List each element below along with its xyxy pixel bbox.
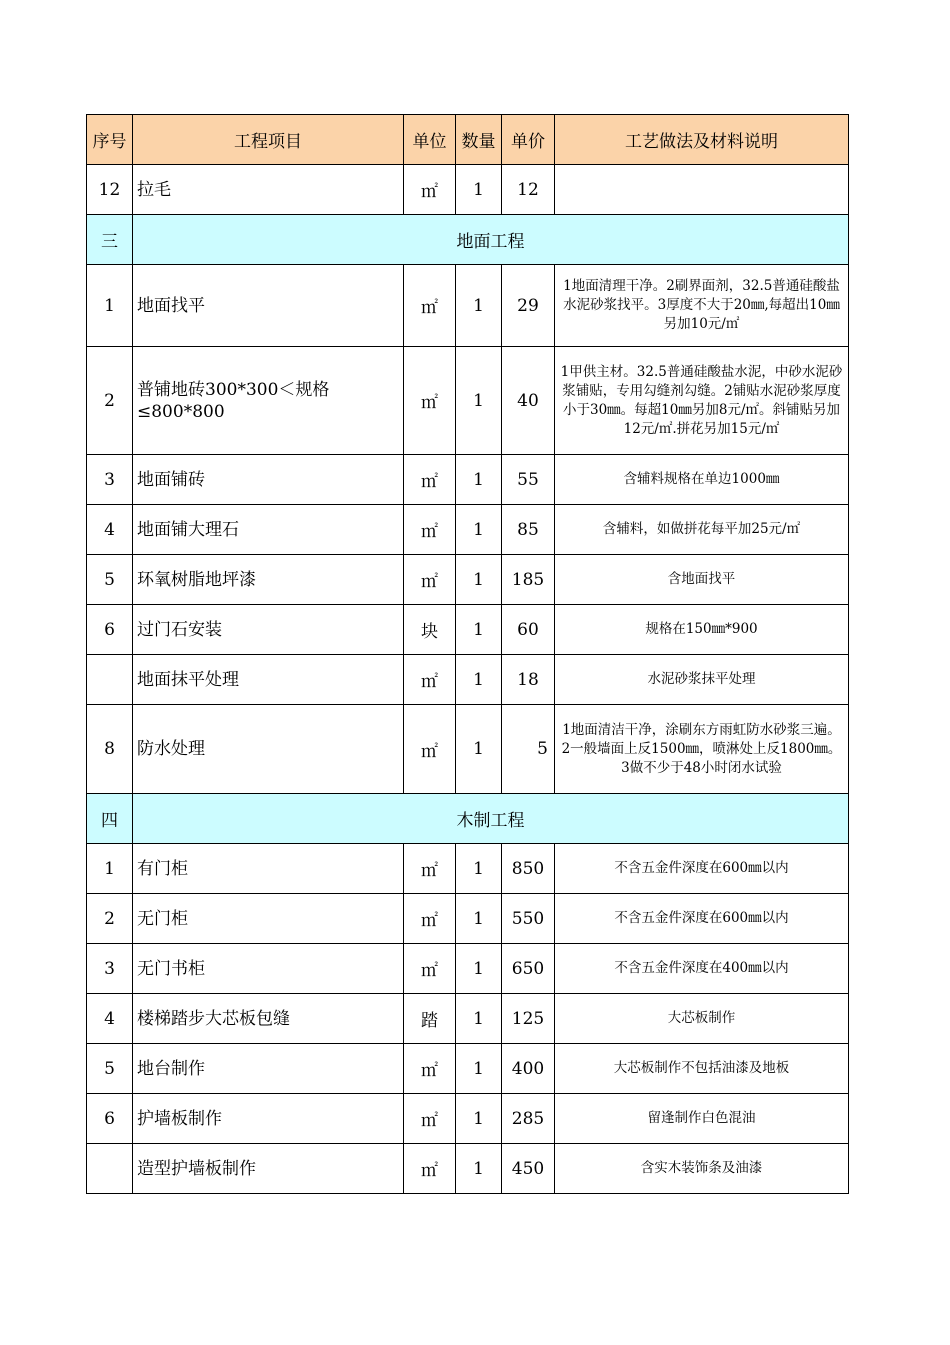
row-qty: 1 bbox=[456, 1044, 502, 1094]
row-item: 地面抹平处理 bbox=[133, 655, 404, 705]
row-item: 地面铺砖 bbox=[133, 455, 404, 505]
table-row bbox=[87, 844, 849, 894]
row-qty: 1 bbox=[456, 455, 502, 505]
row-unit: ㎡ bbox=[404, 1094, 456, 1144]
row-desc bbox=[555, 165, 849, 215]
row-qty: 1 bbox=[456, 505, 502, 555]
section-row bbox=[87, 794, 849, 844]
row-desc: 不含五金件深度在600㎜以内 bbox=[555, 844, 849, 894]
table-row bbox=[87, 705, 849, 794]
row-seq bbox=[87, 655, 133, 705]
table-row bbox=[87, 555, 849, 605]
row-qty: 1 bbox=[456, 605, 502, 655]
row-price: 650 bbox=[502, 944, 555, 994]
row-qty: 1 bbox=[456, 1144, 502, 1194]
row-unit: ㎡ bbox=[404, 1044, 456, 1094]
row-item: 地面铺大理石 bbox=[133, 505, 404, 555]
row-price: 85 bbox=[502, 505, 555, 555]
row-qty: 1 bbox=[456, 844, 502, 894]
table-row bbox=[87, 944, 849, 994]
row-seq bbox=[87, 1144, 133, 1194]
row-desc: 水泥砂浆抹平处理 bbox=[555, 655, 849, 705]
row-desc: 1地面清洁干净，涂刷东方雨虹防水砂浆三遍。2一般墙面上反1500㎜，喷淋处上反1800㎜。3做不少于48小时闭水试验 bbox=[555, 705, 849, 794]
row-item: 环氧树脂地坪漆 bbox=[133, 555, 404, 605]
row-price: 12 bbox=[502, 165, 555, 215]
row-price: 185 bbox=[502, 555, 555, 605]
row-seq: 2 bbox=[87, 894, 133, 944]
table-row bbox=[87, 994, 849, 1044]
row-seq: 4 bbox=[87, 505, 133, 555]
quote-table bbox=[86, 114, 849, 1194]
row-seq: 12 bbox=[87, 165, 133, 215]
row-price: 55 bbox=[502, 455, 555, 505]
row-item: 楼梯踏步大芯板包缝 bbox=[133, 994, 404, 1044]
row-unit: 踏 bbox=[404, 994, 456, 1044]
row-item: 造型护墙板制作 bbox=[133, 1144, 404, 1194]
row-unit: ㎡ bbox=[404, 894, 456, 944]
row-qty: 1 bbox=[456, 165, 502, 215]
row-price: 18 bbox=[502, 655, 555, 705]
row-unit: ㎡ bbox=[404, 265, 456, 347]
row-item: 地台制作 bbox=[133, 1044, 404, 1094]
table-row bbox=[87, 265, 849, 347]
row-desc: 规格在150㎜*900 bbox=[555, 605, 849, 655]
row-unit: ㎡ bbox=[404, 844, 456, 894]
row-qty: 1 bbox=[456, 1094, 502, 1144]
row-item: 拉毛 bbox=[133, 165, 404, 215]
row-unit: ㎡ bbox=[404, 165, 456, 215]
row-unit: ㎡ bbox=[404, 455, 456, 505]
row-item: 过门石安装 bbox=[133, 605, 404, 655]
row-desc: 留逢制作白色混油 bbox=[555, 1094, 849, 1144]
row-item: 护墙板制作 bbox=[133, 1094, 404, 1144]
table-row bbox=[87, 347, 849, 455]
row-qty: 1 bbox=[456, 555, 502, 605]
table-row bbox=[87, 1094, 849, 1144]
header-qty: 数量 bbox=[456, 115, 502, 165]
section-row bbox=[87, 215, 849, 265]
row-unit: 块 bbox=[404, 605, 456, 655]
row-price: 400 bbox=[502, 1044, 555, 1094]
row-desc: 含地面找平 bbox=[555, 555, 849, 605]
row-desc: 含辅料规格在单边1000㎜ bbox=[555, 455, 849, 505]
table-row bbox=[87, 455, 849, 505]
header-unit: 单位 bbox=[404, 115, 456, 165]
table-row bbox=[87, 605, 849, 655]
section-seq: 四 bbox=[87, 794, 133, 844]
row-desc: 1地面清理干净。2刷界面剂，32.5普通硅酸盐水泥砂浆找平。3厚度不大于20㎜,每超出10㎜另加10元/㎡ bbox=[555, 265, 849, 347]
row-unit: ㎡ bbox=[404, 944, 456, 994]
row-seq: 6 bbox=[87, 605, 133, 655]
row-price: 285 bbox=[502, 1094, 555, 1144]
row-price: 5 bbox=[502, 705, 555, 794]
row-price: 850 bbox=[502, 844, 555, 894]
row-qty: 1 bbox=[456, 705, 502, 794]
row-seq: 5 bbox=[87, 1044, 133, 1094]
row-price: 450 bbox=[502, 1144, 555, 1194]
row-seq: 4 bbox=[87, 994, 133, 1044]
row-qty: 1 bbox=[456, 944, 502, 994]
header-price: 单价 bbox=[502, 115, 555, 165]
row-seq: 3 bbox=[87, 455, 133, 505]
section-seq: 三 bbox=[87, 215, 133, 265]
row-item: 无门书柜 bbox=[133, 944, 404, 994]
row-unit: ㎡ bbox=[404, 705, 456, 794]
row-desc: 大芯板制作 bbox=[555, 994, 849, 1044]
row-desc: 大芯板制作不包括油漆及地板 bbox=[555, 1044, 849, 1094]
row-unit: ㎡ bbox=[404, 505, 456, 555]
row-desc: 含实木装饰条及油漆 bbox=[555, 1144, 849, 1194]
row-qty: 1 bbox=[456, 994, 502, 1044]
table-header-row bbox=[87, 115, 849, 165]
row-price: 60 bbox=[502, 605, 555, 655]
row-item: 有门柜 bbox=[133, 844, 404, 894]
row-qty: 1 bbox=[456, 265, 502, 347]
row-seq: 1 bbox=[87, 844, 133, 894]
row-unit: ㎡ bbox=[404, 655, 456, 705]
table-row bbox=[87, 1044, 849, 1094]
row-item: 普铺地砖300*300＜规格≤800*800 bbox=[133, 347, 404, 455]
row-price: 40 bbox=[502, 347, 555, 455]
row-item: 防水处理 bbox=[133, 705, 404, 794]
section-title: 地面工程 bbox=[133, 215, 849, 265]
row-qty: 1 bbox=[456, 347, 502, 455]
row-item: 地面找平 bbox=[133, 265, 404, 347]
row-desc: 1甲供主材。32.5普通硅酸盐水泥，中砂水泥砂浆铺贴，专用勾缝剂勾缝。2铺贴水泥砂浆厚度小于30㎜。每超10㎜另加8元/㎡。斜铺贴另加12元/㎡.拼花另加15元/㎡ bbox=[555, 347, 849, 455]
table-row bbox=[87, 1144, 849, 1194]
header-desc: 工艺做法及材料说明 bbox=[555, 115, 849, 165]
row-unit: ㎡ bbox=[404, 1144, 456, 1194]
row-unit: ㎡ bbox=[404, 347, 456, 455]
row-price: 125 bbox=[502, 994, 555, 1044]
row-item: 无门柜 bbox=[133, 894, 404, 944]
row-desc: 不含五金件深度在600㎜以内 bbox=[555, 894, 849, 944]
section-title: 木制工程 bbox=[133, 794, 849, 844]
row-seq: 5 bbox=[87, 555, 133, 605]
table-row bbox=[87, 894, 849, 944]
row-price: 29 bbox=[502, 265, 555, 347]
table-row bbox=[87, 505, 849, 555]
header-seq: 序号 bbox=[87, 115, 133, 165]
row-seq: 8 bbox=[87, 705, 133, 794]
row-qty: 1 bbox=[456, 655, 502, 705]
row-qty: 1 bbox=[456, 894, 502, 944]
table-row bbox=[87, 165, 849, 215]
row-desc: 不含五金件深度在400㎜以内 bbox=[555, 944, 849, 994]
row-seq: 6 bbox=[87, 1094, 133, 1144]
row-seq: 2 bbox=[87, 347, 133, 455]
row-seq: 3 bbox=[87, 944, 133, 994]
row-desc: 含辅料，如做拼花每平加25元/㎡ bbox=[555, 505, 849, 555]
table-row bbox=[87, 655, 849, 705]
row-unit: ㎡ bbox=[404, 555, 456, 605]
row-price: 550 bbox=[502, 894, 555, 944]
header-item: 工程项目 bbox=[133, 115, 404, 165]
row-seq: 1 bbox=[87, 265, 133, 347]
